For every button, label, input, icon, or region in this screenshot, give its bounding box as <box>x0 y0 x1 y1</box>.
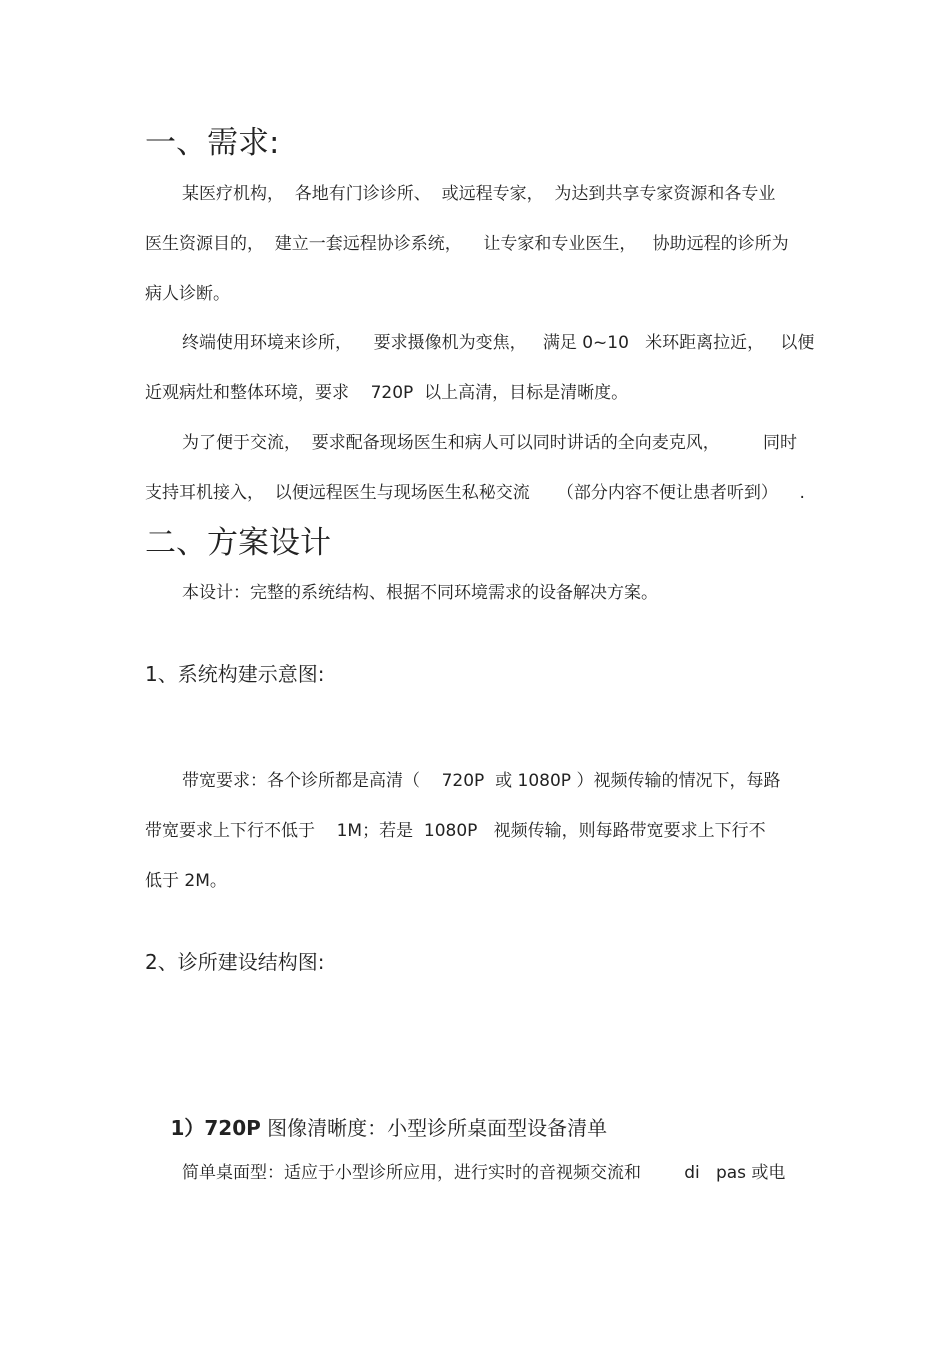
heading-clinic-structure: 2、诊所建设结构图: <box>145 950 325 974</box>
intro-text: 本设计：完整的系统结构、根据不同环境需求的设备解决方案。 <box>182 583 658 603</box>
paragraph-line: 终端使用环境来诊所， 要求摄像机为变焦， 满足 0~10 米环距离拉近， 以便 <box>182 333 815 353</box>
heading-solution-design: 二、方案设计 <box>145 525 331 561</box>
paragraph-line: 医生资源目的， 建立一套远程协诊系统， 让专家和专业医生， 协助远程的诊所为 <box>145 234 789 254</box>
paragraph-line: 病人诊断。 <box>145 284 230 304</box>
heading-resolution: 720P <box>204 1116 261 1140</box>
paragraph-line: 带宽要求：各个诊所都是高清（ 720P 或 1080P ）视频传输的情况下，每路 <box>182 771 781 791</box>
paragraph-line: 带宽要求上下行不低于 1M；若是 1080P 视频传输，则每路带宽要求上下行不 <box>145 821 766 841</box>
heading-system-diagram: 1、系统构建示意图: <box>145 662 325 686</box>
paragraph-line: 简单桌面型：适应于小型诊所应用，进行实时的音视频交流和 di pas 或电 <box>182 1163 786 1183</box>
heading-720p-equipment <box>145 1089 607 1167</box>
paragraph-line: 近观病灶和整体环境，要求 720P 以上高清，目标是清晰度。 <box>145 383 629 403</box>
heading-number: 1） <box>170 1116 205 1140</box>
paragraph-line: 为了便于交流， 要求配备现场医生和病人可以同时讲话的全向麦克风， 同时 <box>182 433 798 453</box>
heading-text: 图像清晰度：小型诊所桌面型设备清单 <box>260 1116 608 1140</box>
paragraph-line: 支持耳机接入， 以便远程医生与现场医生私秘交流 （部分内容不便让患者听到） . <box>145 483 805 503</box>
heading-requirements: 一、需求: <box>145 125 280 161</box>
paragraph-line: 低于 2M。 <box>145 871 227 891</box>
paragraph-line: 某医疗机构， 各地有门诊诊所、 或远程专家， 为达到共享专家资源和各专业 <box>182 184 776 204</box>
